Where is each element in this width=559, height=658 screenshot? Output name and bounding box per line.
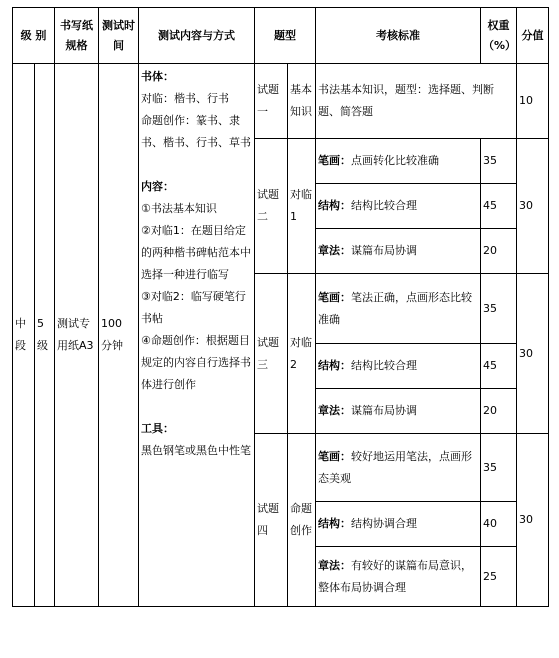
- test-type: 命题创作: [288, 434, 316, 607]
- weight-cell: 45: [481, 184, 517, 229]
- content-title: 内容：: [141, 180, 174, 193]
- criteria-cell: [316, 229, 481, 274]
- header-weight: 权重（%）: [481, 8, 517, 64]
- content-line: ①书法基本知识: [141, 202, 217, 215]
- header-level: 级 别: [13, 8, 55, 64]
- score-cell: 10: [517, 64, 549, 139]
- criteria-label: 笔画：: [318, 290, 351, 304]
- weight-cell: 20: [481, 389, 517, 434]
- test-name: 试题一: [255, 64, 288, 139]
- criteria-cell: [316, 434, 481, 502]
- test-type: 对临2: [288, 274, 316, 434]
- table-row: [13, 64, 549, 139]
- header-criteria: 考核标准: [316, 8, 481, 64]
- header-paper: 书写纸规格: [55, 8, 99, 64]
- spacer: [141, 154, 252, 176]
- criteria-cell: [316, 184, 481, 229]
- stage-cell: 中段: [13, 64, 35, 607]
- criteria-label: 结构：: [318, 517, 351, 530]
- level-cell: 5级: [35, 64, 55, 607]
- criteria-text: 谋篇布局协调: [351, 404, 417, 417]
- criteria-text: 结构协调合理: [351, 517, 417, 530]
- style-line: 对临：楷书、行书: [141, 92, 229, 105]
- criteria-cell: [316, 274, 481, 344]
- criteria-label: 笔画：: [318, 154, 351, 167]
- time-cell: 100 分钟: [99, 64, 139, 607]
- header-row: [13, 8, 549, 64]
- criteria-label: 章法：: [318, 558, 351, 572]
- criteria-cell: [316, 502, 481, 547]
- weight-cell: 35: [481, 274, 517, 344]
- weight-cell: 45: [481, 344, 517, 389]
- criteria-text: 点画转化比较准确: [351, 154, 439, 167]
- criteria-cell: [316, 344, 481, 389]
- spacer: [141, 396, 252, 418]
- test-name: 试题三: [255, 274, 288, 434]
- test-name: 试题二: [255, 139, 288, 274]
- criteria-cell: [316, 547, 481, 607]
- weight-cell: 35: [481, 139, 517, 184]
- criteria-label: 章法：: [318, 404, 351, 417]
- header-content: 测试内容与方式: [139, 8, 255, 64]
- test-type: 对临1: [288, 139, 316, 274]
- content-cell: [139, 64, 255, 607]
- criteria-cell: [316, 389, 481, 434]
- score-cell: 30: [517, 139, 549, 274]
- criteria-text: 书法基本知识，题型：选择题、判断题、简答题: [318, 83, 494, 118]
- style-title: 书体：: [141, 70, 174, 83]
- test-name: 试题四: [255, 434, 288, 607]
- header-time: 测试时间: [99, 8, 139, 64]
- exam-standards-table: [12, 7, 549, 607]
- score-cell: 30: [517, 434, 549, 607]
- criteria-label: 笔画：: [318, 449, 351, 463]
- criteria-text: 较好地运用笔法，点画形态美观: [318, 449, 472, 485]
- criteria-text: 结构比较合理: [351, 359, 417, 372]
- criteria-text: 谋篇布局协调: [351, 244, 417, 257]
- style-line: 命题创作：篆书、隶书、楷书、行书、草书: [141, 114, 251, 149]
- tools-text: 黑色钢笔或黑色中性笔: [141, 444, 251, 457]
- header-score: 分值: [517, 8, 549, 64]
- content-line: ③对临2：临写硬笔行书帖: [141, 290, 246, 325]
- criteria-label: 结构：: [318, 359, 351, 372]
- weight-cell: 25: [481, 547, 517, 607]
- weight-cell: 35: [481, 434, 517, 502]
- test-type: 基本知识: [288, 64, 316, 139]
- tools-title: 工具：: [141, 422, 174, 435]
- weight-cell: 20: [481, 229, 517, 274]
- criteria-text: 有较好的谋篇布局意识，整体布局协调合理: [318, 558, 472, 594]
- criteria-cell: [316, 139, 481, 184]
- paper-cell: 测试专用纸A3: [55, 64, 99, 607]
- criteria-text: 结构比较合理: [351, 199, 417, 212]
- criteria-cell: [316, 64, 517, 139]
- criteria-label: 章法：: [318, 244, 351, 257]
- header-type: 题型: [255, 8, 316, 64]
- weight-cell: 40: [481, 502, 517, 547]
- criteria-label: 结构：: [318, 199, 351, 212]
- content-line: ②对临1：在题目给定的两种楷书碑帖范本中选择一种进行临写: [141, 224, 251, 281]
- score-cell: 30: [517, 274, 549, 434]
- content-line: ④命题创作：根据题目规定的内容自行选择书体进行创作: [141, 334, 251, 391]
- criteria-text: 笔法正确，点画形态比较准确: [318, 290, 472, 326]
